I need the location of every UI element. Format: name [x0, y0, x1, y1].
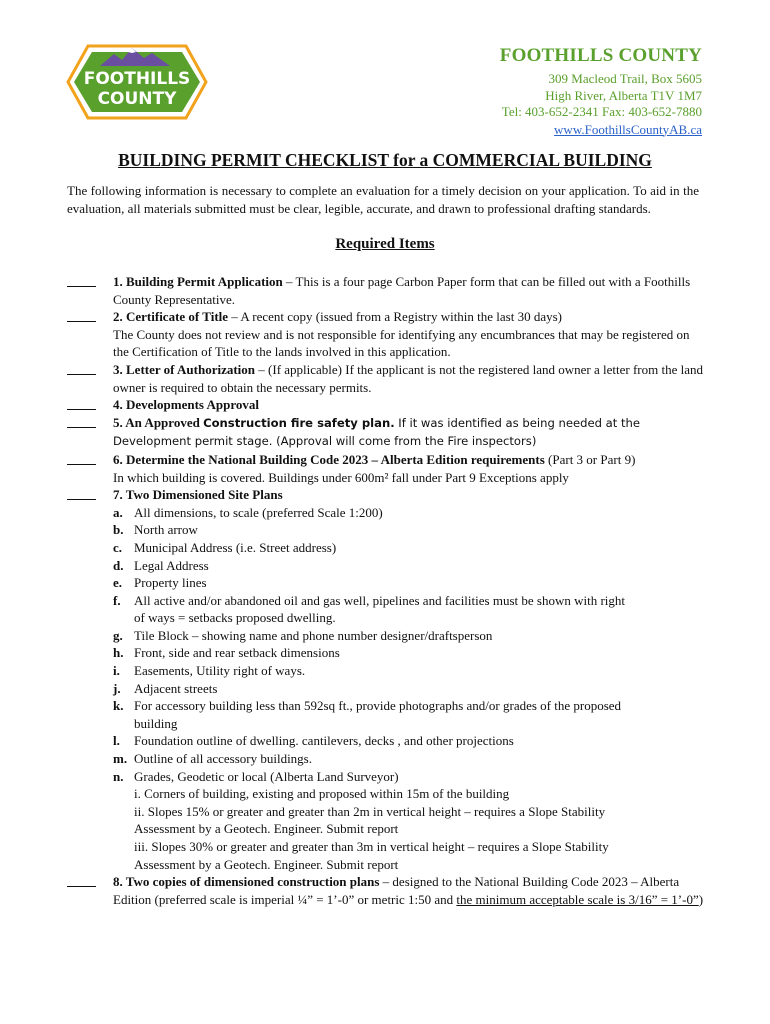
item-text: – (If applicable) If the applicant is not the registered land owner a letter from the land owner is required to obtain the necessary permits.	[113, 361, 703, 395]
site-plan-subitem	[113, 732, 633, 750]
site-plan-subitem	[113, 750, 633, 768]
grades-subitem: ii. Slopes 15% or greater and greater than 2m in vertical height – requires a Slope Stability Assessment by a Geotech. Engineer. Submit report	[134, 803, 606, 837]
subitem-text: Grades, Geodetic or local (Alberta Land Surveyor)	[134, 768, 399, 784]
grades-subitems	[134, 785, 633, 873]
subitem-letter: m.	[113, 751, 128, 767]
item-note: In which building is covered. Buildings under 600m² fall under Part 9 Exceptions apply	[113, 469, 569, 485]
site-plan-subitem	[113, 504, 633, 522]
checklist-item-8	[67, 873, 707, 908]
website-link[interactable]: www.FoothillsCountyAB.ca	[554, 121, 702, 137]
item-text: If it was identified as being needed at the Development permit stage. (Approval will come from the Fire inspectors)	[113, 415, 641, 449]
logo-text-foothills: FOOTHILLS	[83, 69, 191, 89]
item-title: 4. Developments Approval	[113, 397, 260, 413]
site-plan-subitem	[113, 627, 633, 645]
site-plan-subitem	[113, 644, 633, 662]
subitem-letter: f.	[113, 592, 121, 608]
grades-subitem: iii. Slopes 30% or greater and greater than 3m in vertical height – requires a Slope Stability Assessment by a Geotech. Engineer. Submit report	[134, 839, 609, 872]
checklist-item-2	[67, 308, 707, 361]
address-line-1: 309 Macleod Trail, Box 5605	[548, 71, 702, 86]
subitem-letter: e.	[113, 575, 123, 591]
subitem-letter: l.	[113, 733, 120, 749]
subitem-text: North arrow	[134, 522, 198, 538]
site-plan-subitem	[113, 574, 633, 592]
required-items-heading: Required Items	[335, 236, 435, 252]
item-title: 8. Two copies of dimensioned construction plans	[113, 874, 380, 890]
page-title: BUILDING PERMIT CHECKLIST for a COMMERCIAL BUILDING	[118, 150, 652, 170]
subitem-text: All dimensions, to scale (preferred Scale 1:200)	[134, 504, 383, 520]
item-title-fire-plan: Construction fire safety plan.	[203, 415, 395, 430]
intro-paragraph: The following information is necessary to complete an evaluation for a timely decision on your application. To aid in the evaluation, all materials submitted must be clear, legible, accurate, and drawn to professional drafting standards.	[67, 183, 699, 216]
contact-block	[500, 45, 702, 139]
checklist-item-5	[67, 414, 707, 451]
subitem-text: Front, side and rear setback dimensions	[134, 645, 340, 661]
item-title: 1. Building Permit Application	[113, 274, 283, 289]
site-plan-subitem	[113, 662, 633, 680]
subitem-text: Outline of all accessory buildings.	[134, 751, 312, 767]
subitem-text: For accessory building less than 592sq ft., provide photographs and/or grades of the proposed building	[134, 698, 622, 731]
phone-fax-line: Tel: 403-652-2341 Fax: 403-652-7880	[501, 104, 702, 119]
site-plan-subitem	[113, 680, 633, 698]
checklist	[67, 273, 707, 908]
site-plan-subitem	[113, 557, 633, 575]
subitem-letter: d.	[113, 557, 124, 573]
checklist-item-7	[67, 486, 707, 504]
address-line-2: High River, Alberta T1V 1M7	[545, 87, 702, 103]
item-text: (Part 3 or Part 9)	[544, 451, 636, 467]
subitem-text: Municipal Address (i.e. Street address)	[134, 539, 337, 555]
item-text: – designed to the National Building Code 2023 – Alberta Edition (preferred scale is imperial ¼” = 1’-0” or metric 1:50 and	[113, 874, 680, 907]
subitem-text: Property lines	[134, 575, 207, 591]
subitem-letter: c.	[113, 539, 123, 555]
site-plan-subitem	[113, 521, 633, 539]
subitem-text: Foundation outline of dwelling. cantilevers, decks , and other projections	[134, 733, 514, 749]
foothills-county-logo	[66, 44, 208, 120]
item-text-underlined: the minimum acceptable scale is 3/16” = 1’-0”	[456, 891, 699, 907]
subitem-text: Easements, Utility right of ways.	[134, 663, 306, 679]
item-note: The County does not review and is not responsible for identifying any encumbrances that may be registered on the Certification of Title to the lands involved in this application.	[113, 326, 690, 360]
item-text: – A recent copy (issued from a Registry within the last 30 days)	[228, 309, 563, 325]
checklist-item-6	[67, 451, 707, 486]
site-plan-subitem	[113, 697, 633, 732]
item-title: 3. Letter of Authorization	[113, 361, 256, 377]
site-plan-subitem	[113, 592, 633, 627]
subitem-letter: b.	[113, 522, 124, 538]
item-title: 7. Two Dimensioned Site Plans	[113, 487, 283, 503]
subitem-text: Tile Block – showing name and phone number designer/draftsperson	[134, 627, 493, 643]
subitem-text: Adjacent streets	[134, 680, 218, 696]
checklist-item-1	[67, 273, 707, 308]
item-title: 6. Determine the National Building Code 2023 – Alberta Edition requirements	[113, 451, 545, 467]
subitem-letter: h.	[113, 645, 124, 661]
org-name: FOOTHILLS COUNTY	[499, 45, 702, 66]
subitem-letter: a.	[113, 504, 123, 520]
subitem-letter: n.	[113, 768, 124, 784]
item-title: 2. Certificate of Title	[113, 309, 229, 325]
subitem-letter: k.	[113, 698, 124, 714]
item-text: – This is a four page Carbon Paper form that can be filled out with a Foothills County Representative.	[113, 274, 691, 307]
site-plan-subitem	[113, 768, 633, 874]
grades-subitem: i. Corners of building, existing and proposed within 15m of the building	[134, 786, 510, 802]
subitem-letter: i.	[113, 663, 120, 679]
checklist-item-3	[67, 361, 707, 396]
subitem-text: Legal Address	[134, 557, 209, 573]
site-plan-subitem	[113, 539, 633, 557]
site-plan-subitems	[113, 504, 633, 873]
item-text-tail: )	[698, 891, 704, 907]
logo-text-county: COUNTY	[97, 89, 177, 109]
subitem-letter: g.	[113, 627, 123, 643]
checklist-item-4	[67, 396, 707, 414]
item-title: 5. An Approved	[113, 414, 204, 430]
subitem-text: All active and/or abandoned oil and gas well, pipelines and facilities must be shown with right of ways = setbacks proposed dwelling.	[134, 592, 625, 626]
subitem-letter: j.	[113, 680, 121, 696]
